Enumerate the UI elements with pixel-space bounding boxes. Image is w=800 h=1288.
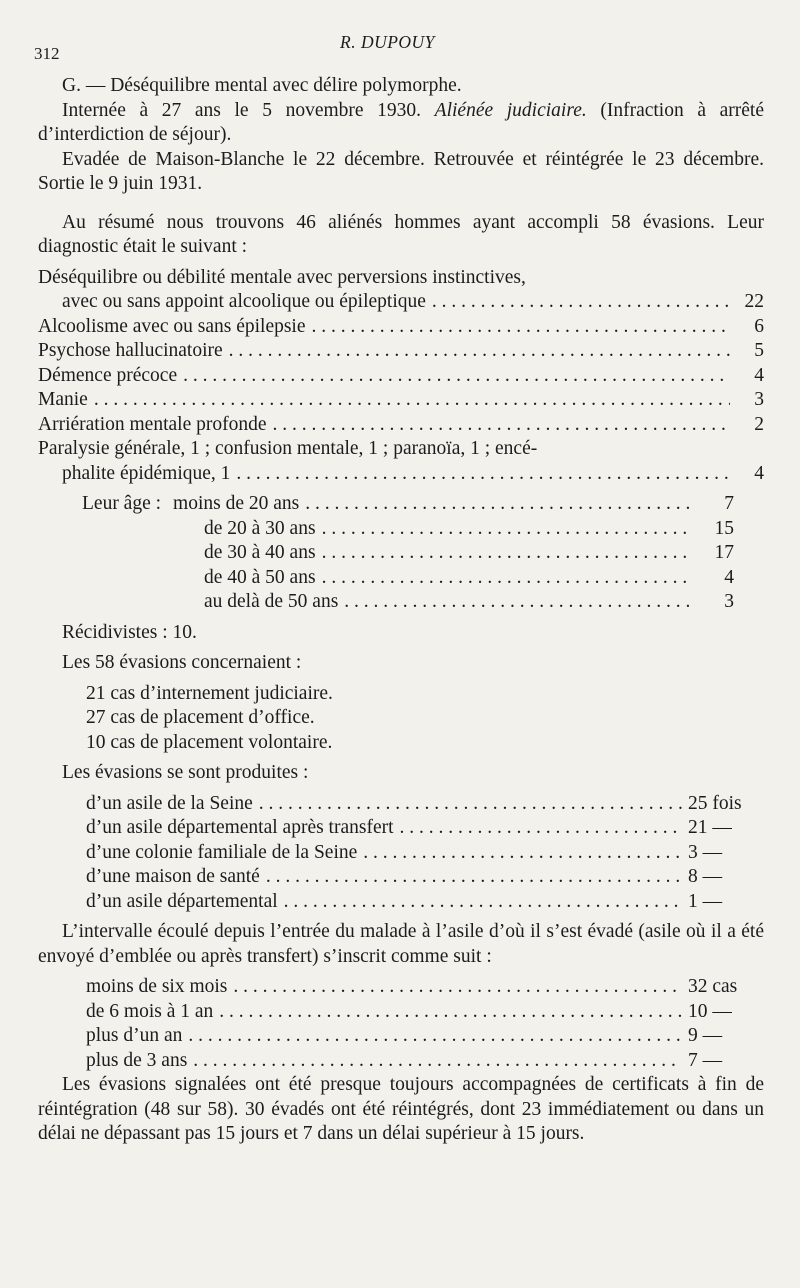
- case-internment-text: Internée à 27 ans le 5 novembre 1930.: [62, 99, 435, 121]
- diagnosis-label: Manie: [38, 389, 88, 410]
- age-item: [82, 541, 734, 566]
- age-item: [82, 566, 734, 591]
- establishment-count: 8 —: [688, 866, 723, 887]
- leader-dots: [322, 517, 692, 542]
- diagnosis-count: 3: [754, 389, 764, 410]
- age-count: 15: [714, 517, 734, 539]
- placement-item: 10 cas de placement volontaire.: [86, 731, 333, 753]
- age-range: de 20 à 30 ans: [204, 517, 316, 539]
- age-range: au delà de 50 ans: [204, 591, 339, 612]
- interval-count: 10 —: [688, 1000, 732, 1022]
- interval-list: [86, 975, 748, 1073]
- diagnosis-item: [38, 388, 764, 413]
- establishment-item: [86, 841, 748, 866]
- placement-item: 21 cas d’internement judiciaire.: [86, 682, 333, 704]
- diagnosis-label: Arriération mentale profonde: [38, 413, 267, 435]
- page-body: [38, 74, 764, 1147]
- placement-item: 27 cas de placement d’office.: [86, 707, 315, 728]
- leader-dots: [229, 339, 730, 364]
- establishment-count: 21 —: [688, 817, 732, 838]
- age-item: [82, 492, 734, 517]
- diagnosis-label-cont: avec ou sans appoint alcoolique ou épileptique: [62, 291, 426, 312]
- leader-dots: [400, 816, 682, 841]
- establishment-item: [86, 865, 748, 890]
- leader-dots: [188, 1024, 682, 1049]
- interval-item: [86, 1024, 748, 1049]
- establishment-item: [86, 816, 748, 841]
- establishment-label: d’un asile de la Seine: [86, 792, 253, 814]
- age-list: [82, 492, 734, 615]
- case-legal-status: Aliénée judiciaire.: [434, 99, 587, 121]
- interval-label: moins de six mois: [86, 976, 228, 997]
- leader-dots: [236, 462, 730, 487]
- interval-label: de 6 mois à 1 an: [86, 1000, 214, 1022]
- diagnosis-item: [38, 364, 764, 389]
- age-item: [82, 590, 734, 615]
- diagnosis-count: 4: [754, 364, 764, 386]
- establishment-count: 25 fois: [688, 792, 742, 814]
- evasions-intro: Les 58 évasions concernaient :: [62, 652, 302, 673]
- leader-dots: [312, 315, 730, 340]
- leader-dots: [305, 492, 692, 517]
- leader-dots: [193, 1049, 682, 1074]
- diagnosis-count: 6: [754, 315, 764, 337]
- age-count: 4: [724, 566, 734, 588]
- summary-intro: Au résumé nous trouvons 46 aliénés hommes ayant accompli 58 évasions. Leur diagnostic était le suivant :: [38, 211, 764, 257]
- diagnosis-count: 5: [754, 340, 764, 361]
- age-range: de 40 à 50 ans: [204, 566, 316, 588]
- diagnosis-list: [38, 266, 764, 487]
- age-count: 17: [714, 542, 734, 563]
- leader-dots: [322, 566, 692, 591]
- diagnosis-count: 2: [754, 413, 764, 435]
- leader-dots: [432, 290, 730, 315]
- diagnosis-item: [38, 413, 764, 438]
- placement-list: [38, 682, 764, 756]
- interval-label: plus d’un an: [86, 1025, 183, 1046]
- leader-dots: [233, 975, 682, 1000]
- leader-dots: [259, 792, 682, 817]
- running-head: [0, 30, 800, 63]
- age-range: moins de 20 ans: [173, 493, 300, 514]
- leader-dots: [94, 388, 730, 413]
- diagnosis-count: 4: [754, 462, 764, 484]
- age-count: 3: [724, 591, 734, 612]
- interval-item: [86, 975, 748, 1000]
- interval-count: 32 cas: [688, 976, 738, 997]
- leader-dots: [284, 890, 682, 915]
- establishment-item: [86, 792, 748, 817]
- leader-dots: [363, 841, 682, 866]
- diagnosis-count: 22: [744, 291, 764, 312]
- running-head-author: R. DUPOUY: [340, 32, 435, 52]
- diagnosis-label: Alcoolisme avec ou sans épilepsie: [38, 315, 306, 337]
- interval-count: 7 —: [688, 1049, 723, 1071]
- establishment-count: 3 —: [688, 841, 723, 863]
- diagnosis-label: Déséquilibre ou débilité mentale avec perversions instinctives,: [38, 266, 526, 288]
- age-heading: Leur âge :: [82, 493, 162, 514]
- establishment-item: [86, 890, 748, 915]
- diagnosis-label-cont: phalite épidémique, 1: [62, 462, 231, 484]
- diagnosis-item: [38, 437, 764, 486]
- establishment-label: d’une colonie familiale de la Seine: [86, 841, 358, 863]
- age-item: [82, 517, 734, 542]
- establishment-label: d’une maison de santé: [86, 866, 260, 887]
- leader-dots: [273, 413, 731, 438]
- leader-dots: [266, 865, 682, 890]
- case-internment-paragraph: [38, 99, 764, 148]
- interval-label: plus de 3 ans: [86, 1049, 188, 1071]
- leader-dots: [344, 590, 692, 615]
- age-count: 7: [724, 493, 734, 514]
- diagnosis-item: [38, 315, 764, 340]
- leader-dots: [322, 541, 692, 566]
- leader-dots: [219, 1000, 682, 1025]
- where-intro: Les évasions se sont produites :: [62, 762, 309, 783]
- interval-intro: L’intervalle écoulé depuis l’entrée du malade à l’asile d’où il s’est évadé (asile où il a été envoyé d’emblée ou après transfert) s’inscrit comme suit :: [38, 921, 764, 967]
- interval-count: 9 —: [688, 1025, 723, 1046]
- diagnosis-label: Démence précoce: [38, 364, 178, 386]
- case-evasion-paragraph: Evadée de Maison-Blanche le 22 décembre. Retrouvée et réintégrée le 23 décembre. Sortie le 9 juin 1931.: [38, 148, 764, 194]
- diagnosis-label: Psychose hallucinatoire: [38, 340, 223, 361]
- page-number: 312: [34, 44, 60, 63]
- diagnosis-label: Paralysie générale, 1 ; confusion mentale, 1 ; paranoïa, 1 ; encé-: [38, 438, 538, 459]
- establishment-label: d’un asile départemental après transfert: [86, 817, 394, 838]
- establishment-list: [86, 792, 748, 915]
- age-range: de 30 à 40 ans: [204, 542, 316, 563]
- case-title: G. — Déséquilibre mental avec délire polymorphe.: [62, 75, 462, 96]
- interval-item: [86, 1000, 748, 1025]
- conclusion-paragraph: Les évasions signalées ont été presque toujours accompagnées de certificats à fin de réintégration (48 sur 58). 30 évadés ont été réintégrés, dont 23 immédiatement ou dans un délai ne dépassant pas 15 jours et 7 dans un délai supérieur à 15 jours.: [38, 1074, 764, 1144]
- establishment-label: d’un asile départemental: [86, 890, 278, 912]
- leader-dots: [183, 364, 730, 389]
- case-infraction-text: (Infraction à arrêté d’interdiction de séjour).: [38, 99, 764, 145]
- diagnosis-item: [38, 339, 764, 364]
- diagnosis-item: [38, 266, 764, 315]
- establishment-count: 1 —: [688, 890, 723, 912]
- interval-item: [86, 1049, 748, 1074]
- recidivists-line: Récidivistes : 10.: [62, 621, 197, 643]
